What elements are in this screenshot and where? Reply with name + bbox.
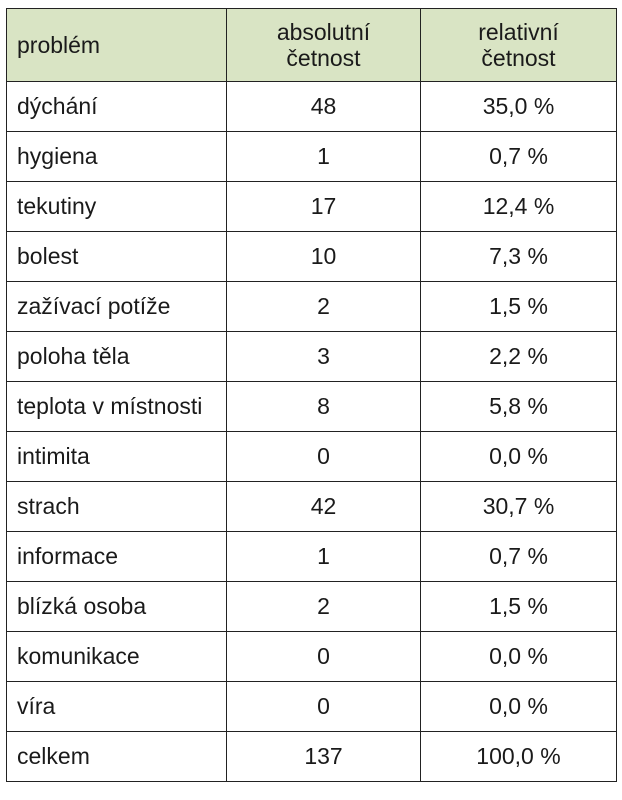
cell-absolute: 2: [227, 582, 421, 632]
cell-problem: víra: [7, 682, 227, 732]
cell-problem: hygiena: [7, 132, 227, 182]
table-row: [7, 382, 617, 432]
cell-absolute: 1: [227, 132, 421, 182]
table-row: [7, 682, 617, 732]
table-row: [7, 182, 617, 232]
cell-absolute: 0: [227, 432, 421, 482]
table-row: [7, 632, 617, 682]
header-row: [7, 9, 617, 82]
cell-absolute: 48: [227, 82, 421, 132]
table-row: [7, 532, 617, 582]
header-absolute-line2: četnost: [286, 45, 361, 71]
cell-problem: poloha těla: [7, 332, 227, 382]
cell-problem: informace: [7, 532, 227, 582]
cell-relative: 100,0 %: [421, 732, 617, 782]
cell-relative: 1,5 %: [421, 282, 617, 332]
cell-relative: 35,0 %: [421, 82, 617, 132]
cell-absolute: 137: [227, 732, 421, 782]
cell-relative: 2,2 %: [421, 332, 617, 382]
cell-absolute: 10: [227, 232, 421, 282]
cell-absolute: 2: [227, 282, 421, 332]
cell-relative: 7,3 %: [421, 232, 617, 282]
table-header: [7, 9, 617, 82]
cell-problem: bolest: [7, 232, 227, 282]
cell-relative: 0,0 %: [421, 432, 617, 482]
table-row: [7, 232, 617, 282]
cell-absolute: 1: [227, 532, 421, 582]
cell-problem: komunikace: [7, 632, 227, 682]
cell-absolute: 0: [227, 682, 421, 732]
cell-relative: 0,0 %: [421, 682, 617, 732]
cell-relative: 30,7 %: [421, 482, 617, 532]
header-relative-line2: četnost: [481, 45, 556, 71]
cell-problem: intimita: [7, 432, 227, 482]
cell-problem: zažívací potíže: [7, 282, 227, 332]
cell-problem: dýchání: [7, 82, 227, 132]
cell-problem: tekutiny: [7, 182, 227, 232]
table-row: [7, 432, 617, 482]
header-problem: problém: [7, 9, 227, 82]
cell-relative: 1,5 %: [421, 582, 617, 632]
cell-problem: blízká osoba: [7, 582, 227, 632]
cell-problem: celkem: [7, 732, 227, 782]
cell-relative: 0,7 %: [421, 532, 617, 582]
header-relative-line1: relativní: [478, 19, 559, 45]
header-relative-frequency: [421, 9, 617, 82]
cell-absolute: 3: [227, 332, 421, 382]
table-row: [7, 582, 617, 632]
cell-relative: 0,0 %: [421, 632, 617, 682]
table-row: [7, 82, 617, 132]
table-row: [7, 282, 617, 332]
frequency-table: [6, 8, 617, 782]
cell-relative: 0,7 %: [421, 132, 617, 182]
cell-absolute: 8: [227, 382, 421, 432]
table-body: [7, 82, 617, 782]
table-row: [7, 132, 617, 182]
total-row: [7, 732, 617, 782]
cell-problem: strach: [7, 482, 227, 532]
cell-relative: 5,8 %: [421, 382, 617, 432]
cell-problem: teplota v místnosti: [7, 382, 227, 432]
table-row: [7, 332, 617, 382]
table-row: [7, 482, 617, 532]
cell-absolute: 42: [227, 482, 421, 532]
cell-absolute: 0: [227, 632, 421, 682]
cell-absolute: 17: [227, 182, 421, 232]
header-absolute-frequency: [227, 9, 421, 82]
header-absolute-line1: absolutní: [276, 19, 371, 45]
cell-relative: 12,4 %: [421, 182, 617, 232]
